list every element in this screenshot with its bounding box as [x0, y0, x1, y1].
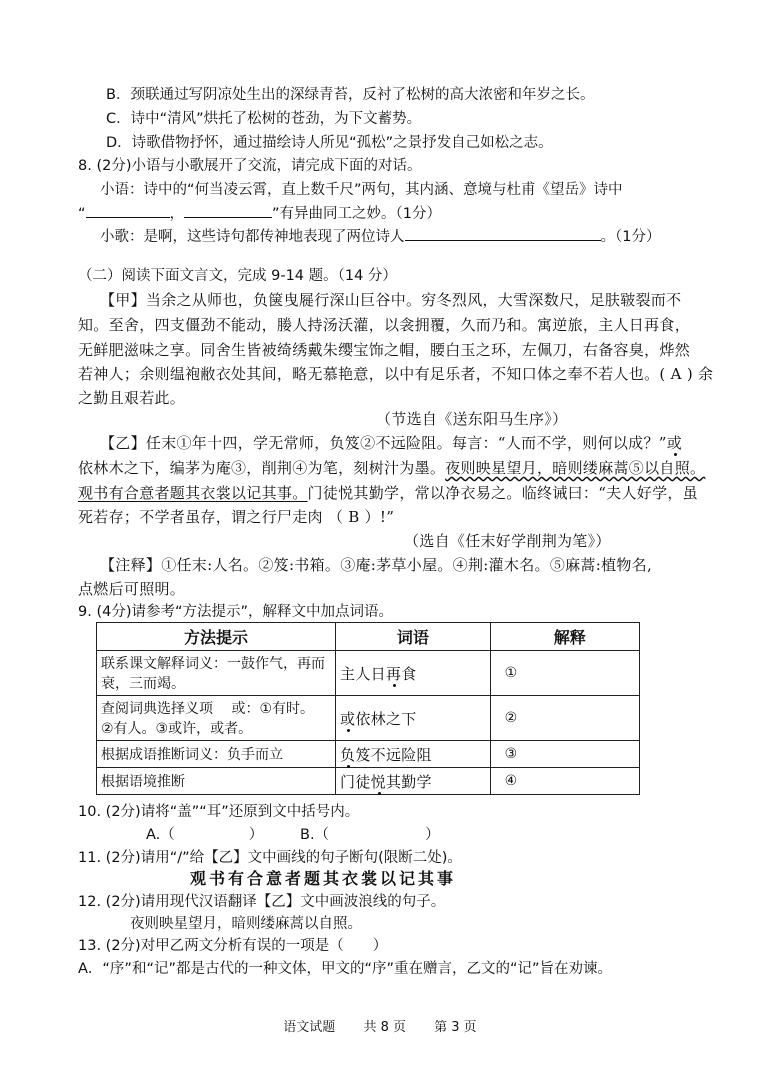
method-table: [96, 622, 640, 795]
word-cell: 负笈不远险阻: [336, 741, 491, 768]
q13-stem: 13. (2分)对甲乙两文分析有误的一项是（ ）: [78, 938, 388, 954]
hint-cell: 查阅词典选择义项 或：①有时。 ②有人。③或许，或者。: [97, 696, 336, 741]
section2-heading: （二）阅读下面文言文，完成 9-14 题。（14 分）: [78, 268, 397, 284]
q10-answer-a: A.（ ）: [146, 827, 264, 843]
hint-cell: 根据成语推断词义：负手而立: [97, 741, 336, 768]
text-jia-line1: 【甲】当余之从师也，负箧曳屣行深山巨谷中。穷冬烈风，大雪深数尺，足肤皲裂而不: [100, 291, 682, 309]
q10-answer-b: B.（ ）: [300, 827, 440, 843]
column-header: 解释: [490, 623, 639, 651]
q10-stem: 10. (2分)请将“盖”“耳”还原到文中括号内。: [78, 804, 360, 820]
answer-blank-3[interactable]: [405, 226, 601, 241]
q12-stem: 12. (2分)请用现代汉语翻译【乙】文中画波浪线的句子。: [78, 894, 446, 910]
text-yi-line2: 依林木之下，编茅为庵③，削荆④为笔，刻树汁为墨。夜则映星望月，暗则缕麻蒿⑤以自照。: [78, 459, 706, 477]
q13-option-a: A．“序”和“记”都是古代的一种文体，甲文的“序”重在赠言，乙文的“记”旨在劝谏。: [78, 961, 613, 977]
text-jia-line2: 知。至舍，四支僵劲不能动，媵人持汤沃灌，以衾拥覆，久而乃和。寓逆旅，主人日再食，: [78, 316, 691, 334]
q8-xiaoge-line: 小歌：是啊，这些诗句都传神地表现了两位诗人 。（1分）: [100, 226, 660, 246]
answer-blank-2[interactable]: [184, 203, 272, 218]
footer-subject: 语文试题: [283, 1020, 336, 1035]
footer-page-number: 第 3 页: [434, 1020, 477, 1035]
table-row: [97, 768, 640, 795]
answer-cell[interactable]: ①: [490, 651, 639, 696]
footer-total-pages: 共 8 页: [363, 1020, 406, 1035]
table-row: [97, 696, 640, 741]
option-d: D．诗歌借物抒怀，通过描绘诗人所见“孤松”之景抒发自己如松之志。: [106, 135, 553, 151]
column-header: 词语: [336, 623, 491, 651]
answer-cell[interactable]: ④: [490, 768, 639, 795]
text-jia-source: （节选自《送东阳马生序》）: [376, 410, 568, 428]
option-b: B．颈联通过写阴凉处生出的深绿青苔，反衬了松树的高大浓密和年岁之长。: [106, 87, 595, 103]
annotation-line1: 【注释】①任末:人名。②笈:书箱。③庵:茅草小屋。④荆:灌木名。⑤麻蒿:植物名,: [100, 556, 653, 574]
annotation-line2: 点燃后可照明。: [78, 580, 186, 598]
answer-cell[interactable]: ③: [490, 741, 639, 768]
hint-cell: 根据语境推断: [97, 768, 336, 795]
text-yi-source: （选自《任末好学削荆为笔》）: [404, 532, 611, 550]
underlined-sentence: 观书有合意者题其衣裳以记其事。: [78, 484, 308, 502]
text-jia-line3: 无鲜肥滋味之享。同舍生皆被绮绣戴朱缨宝饰之帽，腰白玉之环，左佩刀，右备容臭，烨然: [78, 341, 691, 359]
text-jia-line4: 若神人；余则缊袍敝衣处其间，略无慕艳意，以中有足乐者，不知口体之奉不若人也。( A ) 余: [78, 365, 714, 383]
text-yi-line4: 死若存；不学者虽存，谓之行尸走肉 （ B ）!”: [78, 508, 395, 526]
text-yi-line1: 【乙】任末①年十四，学无常师，负笈②不远险阻。每言：“人而不学，则何以成？”或: [100, 434, 683, 452]
page-footer: [0, 1016, 760, 1035]
text-yi-line3: 观书有合意者题其衣裳以记其事。门徒悦其勤学，常以净衣易之。临终诫曰：“夫人好学，虽: [78, 484, 698, 502]
word-cell: 或依林之下: [336, 696, 491, 741]
answer-blank-1[interactable]: [86, 203, 170, 218]
q8-stem: 8. (2分)小语与小歌展开了交流，请完成下面的对话。: [78, 158, 422, 174]
table-row: [97, 741, 640, 768]
table-header-row: [97, 623, 640, 651]
q8-xiaoyu-line2: “ ， ”有异曲同工之妙。（1分）: [78, 203, 441, 223]
table-row: [97, 651, 640, 696]
column-header: 方法提示: [97, 623, 336, 651]
q11-stem: 11. (2分)请用“/”给【乙】文中画线的句子断句(限断二处)。: [78, 850, 462, 866]
text-jia-line5: 之勤且艰若此。: [78, 389, 186, 407]
hint-cell: 联系课文解释词义：一鼓作气，再而 衰，三而竭。: [97, 651, 336, 696]
q8-xiaoyu-line1: 小语：诗中的“何当凌云霄，直上数千尺”两句，其内涵、意境与杜甫《望岳》诗中: [100, 182, 623, 198]
q12-sentence: 夜则映星望月，暗则缕麻蒿以自照。: [130, 916, 362, 932]
q11-sentence: 观书有合意者题其衣裳以记其事: [190, 869, 457, 888]
word-cell: 门徒悦其勤学: [336, 768, 491, 795]
q9-stem: 9. (4分)请参考“方法提示”，解释文中加点词语。: [78, 604, 394, 620]
answer-cell[interactable]: ②: [490, 696, 639, 741]
wavy-underlined-sentence: 夜则映星望月，暗则缕麻蒿⑤以自照。: [445, 459, 706, 477]
option-c: C．诗中“清风”烘托了松树的苍劲，为下文蓄势。: [106, 111, 422, 127]
word-cell: 主人日再食: [336, 651, 491, 696]
